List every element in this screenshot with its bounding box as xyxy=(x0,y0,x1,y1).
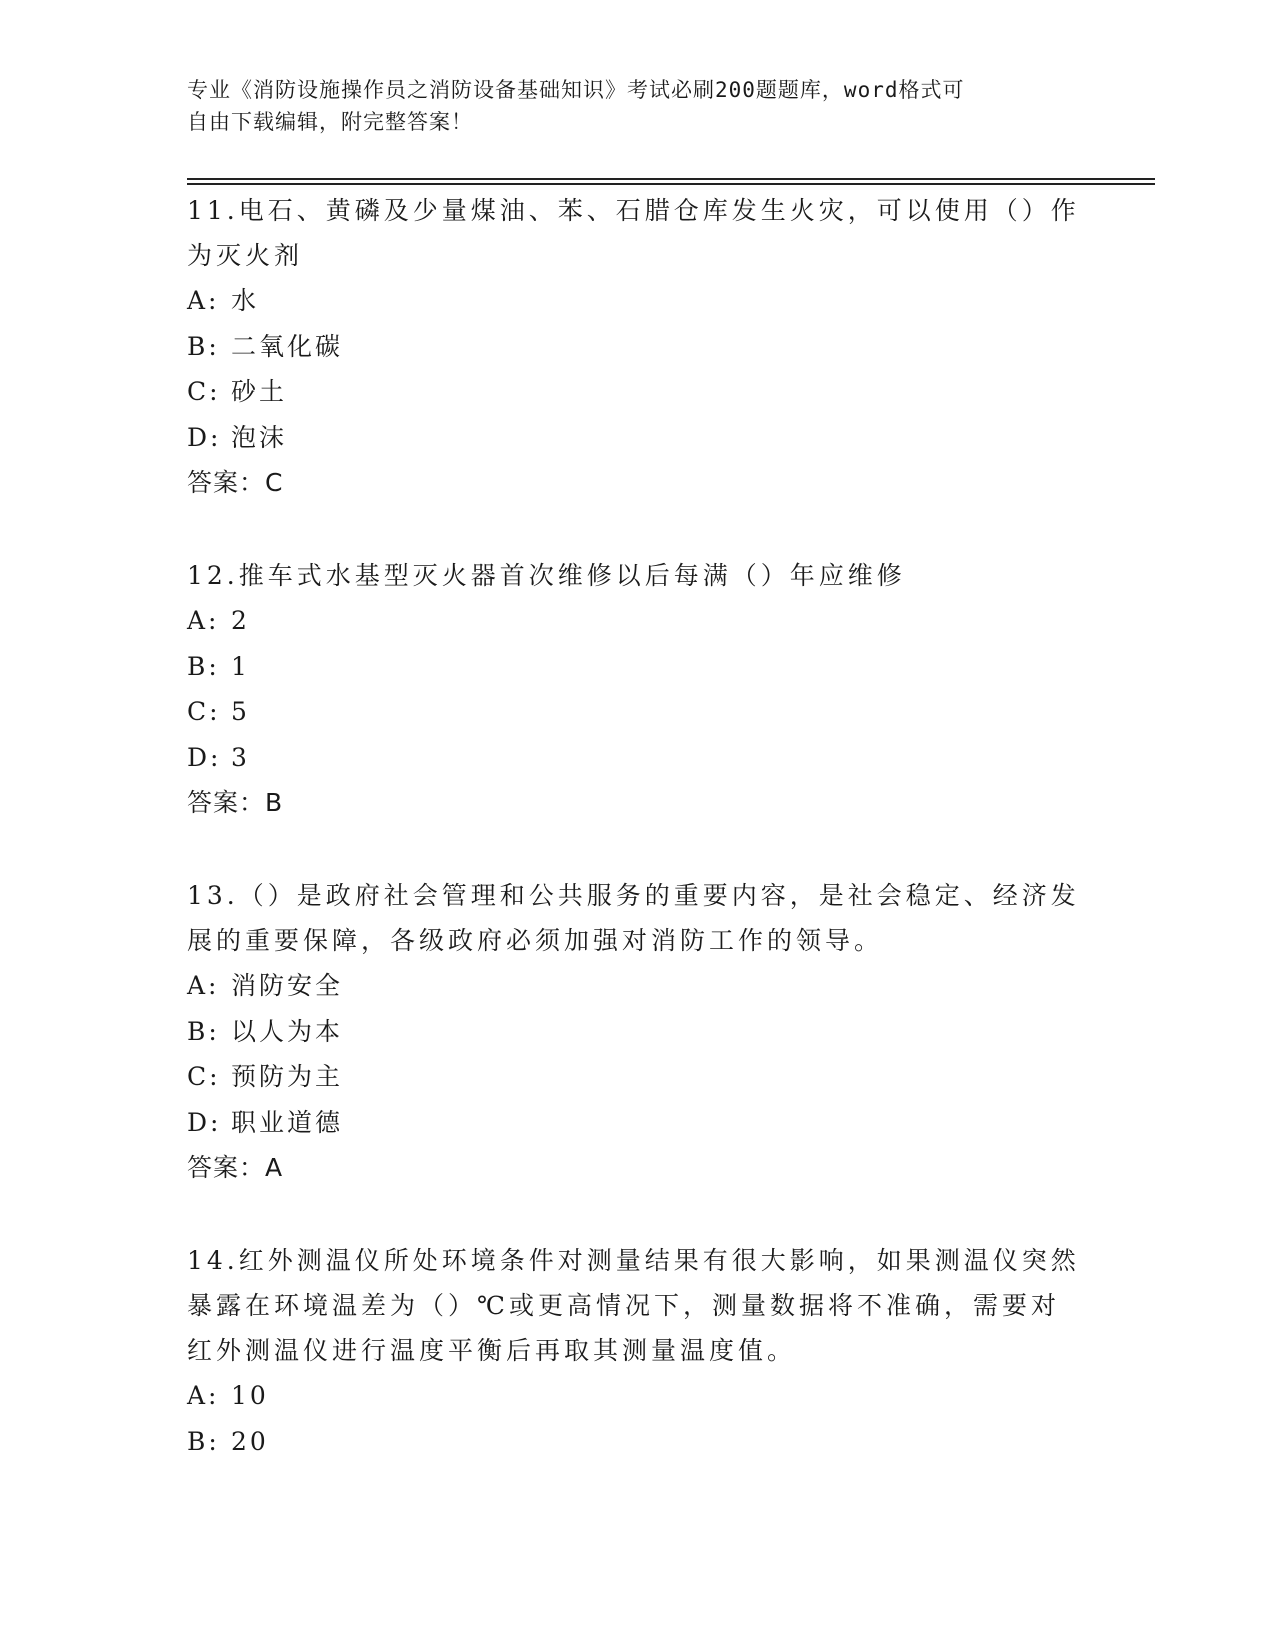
answer-label: 答案：C xyxy=(187,468,284,497)
option-letter: A: xyxy=(187,606,220,635)
option-d xyxy=(187,1100,1087,1146)
option-text: 2 xyxy=(231,606,250,635)
option-text: 10 xyxy=(231,1381,269,1410)
option-letter: A: xyxy=(187,1381,220,1410)
option-text: 泡沫 xyxy=(231,422,288,452)
option-letter: D: xyxy=(187,1107,222,1137)
question-12 xyxy=(187,553,1087,825)
question-13 xyxy=(187,873,1087,1190)
option-b xyxy=(187,1419,1087,1465)
option-text: 20 xyxy=(231,1426,269,1456)
option-letter: C: xyxy=(187,377,221,406)
option-text: 二氧化碳 xyxy=(231,331,344,361)
option-text: 消防安全 xyxy=(231,971,344,1000)
option-text: 预防为主 xyxy=(231,1062,344,1091)
option-b xyxy=(187,1009,1087,1055)
question-text: 14.红外测温仪所处环境条件对测量结果有很大影响，如果测温仪突然暴露在环境温差为（）℃或更高情况下，测量数据将不准确，需要对红外测温仪进行温度平衡后再取其测量温度值。 xyxy=(187,1246,1080,1365)
option-letter: C: xyxy=(187,697,221,726)
question-spacer xyxy=(187,825,1087,873)
option-c xyxy=(187,689,1087,735)
option-text: 1 xyxy=(231,651,250,681)
option-letter: B: xyxy=(187,1426,220,1456)
option-b xyxy=(187,324,1087,370)
option-text: 职业道德 xyxy=(231,1107,344,1137)
question-list xyxy=(187,188,1087,1464)
header-line-2: 自由下载编辑，附完整答案！ xyxy=(187,110,473,134)
question-14 xyxy=(187,1238,1087,1464)
option-a xyxy=(187,963,1087,1009)
option-b xyxy=(187,644,1087,690)
question-spacer xyxy=(187,1190,1087,1238)
option-letter: B: xyxy=(187,651,220,681)
option-letter: C: xyxy=(187,1062,221,1091)
option-letter: B: xyxy=(187,331,220,361)
option-letter: A: xyxy=(187,286,220,315)
option-text: 5 xyxy=(231,697,250,726)
question-spacer xyxy=(187,505,1087,553)
option-text: 水 xyxy=(231,286,260,315)
question-text: 11.电石、黄磷及少量煤油、苯、石腊仓库发生火灾，可以使用（）作为灭火剂 xyxy=(187,196,1080,270)
option-letter: A: xyxy=(187,971,220,1000)
document-header xyxy=(187,74,1087,138)
question-text: 12.推车式水基型灭火器首次维修以后每满（）年应维修 xyxy=(187,561,906,590)
option-c xyxy=(187,369,1087,415)
option-d xyxy=(187,735,1087,781)
option-letter: B: xyxy=(187,1016,220,1046)
header-divider-top xyxy=(187,178,1155,180)
option-text: 砂土 xyxy=(231,377,288,406)
question-text: 13.（）是政府社会管理和公共服务的重要内容，是社会稳定、经济发展的重要保障，各级政府必须加强对消防工作的领导。 xyxy=(187,881,1080,955)
option-a xyxy=(187,598,1087,644)
option-a xyxy=(187,278,1087,324)
option-letter: D: xyxy=(187,742,222,772)
answer-label: 答案：B xyxy=(187,788,284,817)
header-divider-bottom xyxy=(187,183,1155,185)
option-d xyxy=(187,415,1087,461)
option-text: 以人为本 xyxy=(231,1016,344,1046)
option-a xyxy=(187,1373,1087,1419)
header-line-1: 专业《消防设施操作员之消防设备基础知识》考试必刷200题题库，word格式可 xyxy=(187,78,965,102)
answer-label: 答案：A xyxy=(187,1153,284,1182)
option-text: 3 xyxy=(231,742,250,772)
question-11 xyxy=(187,188,1087,505)
option-letter: D: xyxy=(187,422,222,452)
option-c xyxy=(187,1054,1087,1100)
